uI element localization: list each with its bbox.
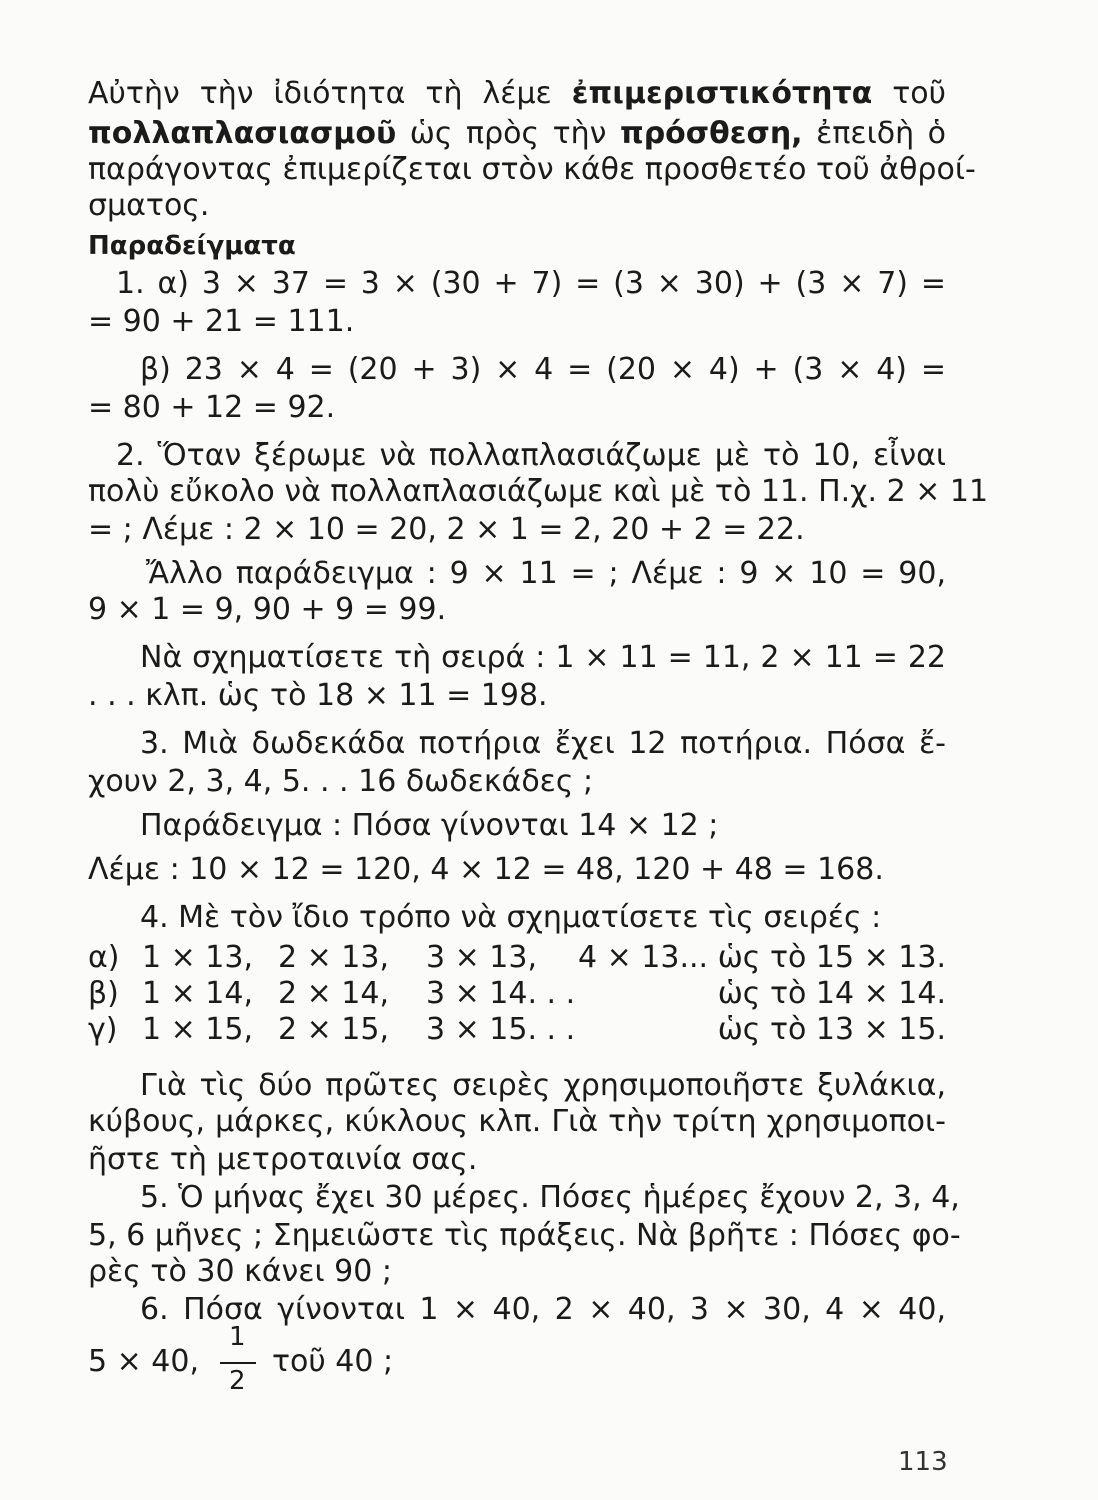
series-term: 2 × 13,: [278, 940, 390, 975]
series-term: 3 × 14. . .: [426, 976, 576, 1011]
intro-text: ἐπειδὴ ὁ: [816, 116, 946, 151]
intro-line-2: [88, 116, 946, 152]
intro-line-4: σματος.: [88, 188, 210, 223]
series-label: β): [88, 976, 119, 1011]
intro-line-1: [88, 76, 946, 112]
series-end: ὡς τὸ 15 × 13.: [717, 940, 946, 975]
ex5-line-1: 5. Ὁ μήνας ἔχει 30 μέρες. Πόσες ἡμέρες ἔχουν 2, 3, 4,: [140, 1180, 960, 1215]
series-end: ὡς τὸ 14 × 14.: [717, 976, 946, 1011]
ex4-line-1: 4. Μὲ τὸν ἴδιο τρόπο νὰ σχηματίσετε τὶς σειρές :: [140, 900, 882, 935]
term-multiplication: πολλαπλασιασμοῦ: [88, 116, 397, 151]
intro-line-3: παράγοντας ἐπιμερίζεται στὸν κάθε προσθετέο τοῦ ἀθροί-: [88, 152, 976, 187]
ex1-line-1: 1. α) 3 × 37 = 3 × (30 + 7) = (3 × 30) + (3 × 7) =: [116, 266, 946, 301]
series-term: 4 × 13...: [578, 940, 709, 975]
series-row-a: [88, 940, 946, 976]
ex4-note-3: ῆστε τὴ μετροταινία σας.: [88, 1142, 478, 1177]
ex3-line-1: 3. Μιὰ δωδεκάδα ποτήρια ἔχει 12 ποτήρια. Πόσα ἔ-: [140, 726, 946, 761]
series-label: α): [88, 940, 120, 975]
series-label: γ): [88, 1012, 118, 1047]
ex2-line-4: Ἄλλο παράδειγμα : 9 × 11 = ; Λέμε : 9 × 10 = 90,: [146, 556, 946, 591]
fraction-denominator: 2: [229, 1366, 246, 1396]
ex4-note-2: κύβους, μάρκες, κύκλους κλπ. Γιὰ τὴν τρίτη χρησιμοποι-: [88, 1104, 946, 1139]
ex4-note-1: Γιὰ τὶς δύο πρῶτες σειρὲς χρησιμοποιῆστε ξυλάκια,: [140, 1068, 946, 1103]
series-term: 1 × 14,: [142, 976, 254, 1011]
ex3-line-2: χουν 2, 3, 4, 5. . . 16 δωδεκάδες ;: [88, 764, 594, 799]
ex3-line-4: Λέμε : 10 × 12 = 120, 4 × 12 = 48, 120 + 48 = 168.: [88, 852, 884, 887]
ex1-line-4: = 80 + 12 = 92.: [88, 390, 336, 425]
series-end: ὡς τὸ 13 × 15.: [717, 1012, 946, 1047]
ex6-line-2a: 5 × 40,: [88, 1344, 200, 1379]
ex2-line-5: 9 × 1 = 9, 90 + 9 = 99.: [88, 592, 447, 627]
ex5-line-2: 5, 6 μῆνες ; Σημειῶστε τὶς πράξεις. Νὰ βρῆτε : Πόσες φο-: [88, 1218, 961, 1253]
ex1-line-3: β) 23 × 4 = (20 + 3) × 4 = (20 × 4) + (3 × 4) =: [140, 352, 946, 387]
series-term: 3 × 13,: [426, 940, 538, 975]
ex5-line-3: ρὲς τὸ 30 κάνει 90 ;: [88, 1254, 392, 1289]
ex2-line-2: πολὺ εὔκολο νὰ πολλαπλασιάζωμε καὶ μὲ τὸ 11. Π.χ. 2 × 11: [88, 474, 989, 509]
intro-text: ὡς πρὸς τὴν: [409, 116, 607, 151]
series-term: 2 × 14,: [278, 976, 390, 1011]
term-addition: πρόσθεση,: [619, 116, 803, 151]
ex6-line-1: 6. Πόσα γίνονται 1 × 40, 2 × 40, 3 × 30, 4 × 40,: [140, 1292, 946, 1327]
ex3-line-3: Παράδειγμα : Πόσα γίνονται 14 × 12 ;: [140, 808, 719, 843]
ex6-line-2b: τοῦ 40 ;: [272, 1344, 394, 1379]
series-term: 1 × 15,: [142, 1012, 254, 1047]
ex2-line-3: = ; Λέμε : 2 × 10 = 20, 2 × 1 = 2, 20 + 2 = 22.: [88, 512, 805, 547]
intro-text: Αὐτὴν τὴν ἰδιότητα τὴ λέμε: [88, 76, 552, 111]
examples-heading: Παραδείγματα: [88, 231, 296, 261]
series-row-c: [88, 1012, 946, 1048]
ex2-line-1: 2. Ὅταν ξέρωμε νὰ πολλαπλασιάζωμε μὲ τὸ 10, εἶναι: [116, 438, 946, 473]
term-distributivity: ἐπιμεριστικότητα: [571, 76, 873, 111]
fraction-numerator: 1: [229, 1322, 246, 1352]
fraction-bar: [220, 1362, 256, 1364]
page-number: 113: [898, 1447, 948, 1477]
ex2-line-6: Νὰ σχηματίσετε τὴ σειρά : 1 × 11 = 11, 2 × 11 = 22: [140, 640, 946, 675]
ex2-line-7: . . . κλπ. ὡς τὸ 18 × 11 = 198.: [88, 678, 548, 713]
series-term: 1 × 13,: [142, 940, 254, 975]
series-term: 3 × 15. . .: [426, 1012, 576, 1047]
series-row-b: [88, 976, 946, 1012]
intro-text: τοῦ: [892, 76, 946, 111]
ex1-line-2: = 90 + 21 = 111.: [88, 304, 355, 339]
series-term: 2 × 15,: [278, 1012, 390, 1047]
